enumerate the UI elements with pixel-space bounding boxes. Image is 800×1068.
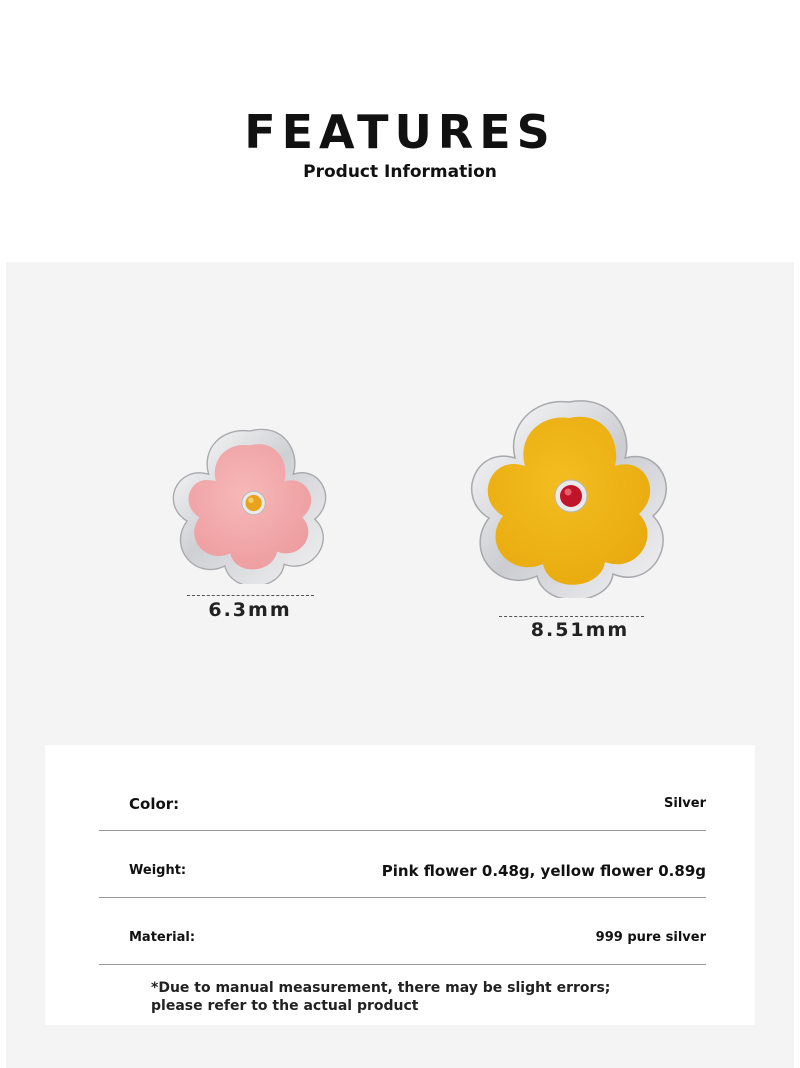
- spec-row-weight: [99, 832, 706, 898]
- yellow-flower-image: [466, 398, 672, 598]
- pink-flower-size-label: 6.3mm: [208, 599, 292, 621]
- spec-value-weight: Pink flower 0.48g, yellow flower 0.89g: [381, 862, 706, 880]
- pink-flower-dimension-line: [187, 595, 314, 596]
- spec-value-material: 999 pure silver: [595, 930, 706, 945]
- yellow-flower-dimension-line: [499, 616, 644, 617]
- page-title: FEATURES: [244, 105, 556, 159]
- header: [0, 0, 800, 262]
- spec-row-material: [99, 899, 706, 965]
- spec-divider: [99, 897, 706, 898]
- spec-label-material: Material:: [129, 930, 196, 945]
- page-subtitle: Product Information: [303, 162, 497, 182]
- specification-card: [45, 745, 755, 1025]
- yellow-flower-size-label: 8.51mm: [530, 619, 630, 641]
- spec-label-weight: Weight:: [129, 863, 187, 878]
- spec-row-color: [99, 765, 706, 831]
- pink-flower-image: [160, 422, 340, 584]
- spec-label-color: Color:: [129, 795, 180, 813]
- spec-divider: [99, 964, 706, 965]
- yellow-flower-center: [560, 485, 582, 507]
- spec-value-color: Silver: [664, 796, 706, 811]
- spec-divider: [99, 830, 706, 831]
- measurement-disclaimer: *Due to manual measurement, there may be slight errors; please refer to the actual product: [151, 980, 611, 1014]
- pink-flower-center: [246, 495, 262, 511]
